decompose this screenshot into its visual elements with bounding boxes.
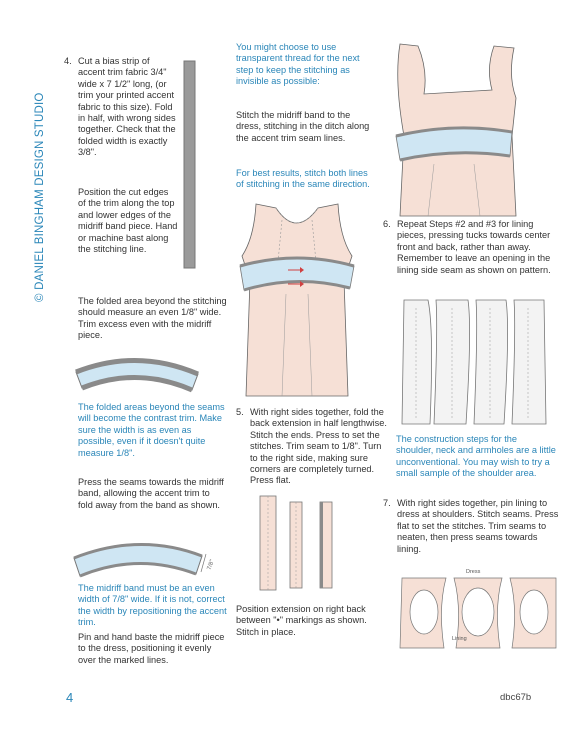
back-extension-illustration bbox=[256, 494, 346, 594]
step-4-text: Cut a bias strip of accent trim fabric 3/4" wide x 7 1/2" long, (or trim your printed accent fabric to this size). Fold in half, with wrong sides together. Check that the folded width is exactly 3/8". bbox=[78, 56, 176, 158]
blue-note-same-direction: For best results, stitch both lines of stitching in the same direction. bbox=[236, 168, 370, 190]
dress-back-illustration bbox=[388, 40, 518, 220]
step-6 bbox=[383, 219, 559, 276]
label-lining: Lining bbox=[452, 636, 467, 642]
press-seams-text: Press the seams towards the midriff band, allowing the accent trim to fold away from the band as shown. bbox=[78, 477, 224, 510]
sidebar-copyright-text: © DANIEL BINGHAM DESIGN STUDIO bbox=[34, 92, 46, 302]
position-extension-text: Position extension on right back between "•" markings as shown. Stitch in place. bbox=[236, 604, 367, 637]
step-7 bbox=[383, 498, 559, 555]
step-7-number: 7. bbox=[383, 498, 391, 508]
page-number: 4 bbox=[66, 690, 74, 705]
trim-strip-illustration bbox=[183, 60, 197, 270]
step-5-number: 5. bbox=[236, 407, 244, 417]
blue-note-thread: You might choose to use transparent thread for the next step to keep the stitching as invisible as possible: bbox=[236, 42, 360, 87]
folded-area-text: The folded area beyond the stitching should measure an even 1/8" wide. Trim excess even with the midriff piece. bbox=[78, 296, 227, 341]
band-width-label: 7/8" bbox=[206, 559, 216, 571]
step-6-number: 6. bbox=[383, 219, 391, 229]
stitch-midriff-text: Stitch the midriff band to the dress, stitching in the ditch along the accent trim seam lines. bbox=[236, 110, 370, 143]
blue-note-contrast-trim: The folded areas beyond the seams will become the contrast trim. Make sure the width is as even as possible, even if it doesn't quite measure 1/8". bbox=[78, 402, 225, 458]
dress-front-illustration bbox=[236, 198, 358, 398]
step-4-number: 4. bbox=[64, 56, 72, 66]
blue-note-sample: The construction steps for the shoulder, neck and armholes are a little unconventional. You may wish to try a small sample of the shoulder area. bbox=[396, 434, 556, 479]
step-5-text: With right sides together, fold the back extension in half lengthwise. Stitch the ends. Press to set the stitches. Trim seam to 1/8". Turn to the right side, making sure corners are completely turned. Press flat. bbox=[250, 407, 387, 486]
step-7-text: With right sides together, pin lining to dress at shoulders. Stitch seams. Press flat to set the stitches. Trim seams to neaten, then press seams towards lining. bbox=[397, 498, 559, 554]
position-trim-text: Position the cut edges of the trim along the top and lower edges of the midriff band piece. Hand or machine bast along the stitching line. bbox=[78, 187, 178, 255]
pin-baste-text: Pin and hand baste the midriff piece to the dress, positioning it evenly over the marked lines. bbox=[78, 632, 225, 665]
lining-pieces-illustration bbox=[398, 298, 548, 426]
sidebar-copyright bbox=[34, 52, 54, 302]
step-5 bbox=[236, 407, 388, 487]
document-code: dbc67b bbox=[500, 692, 532, 703]
blue-note-band-width: The midriff band must be an even width of 7/8" wide. If it is not, correct the width by repositioning the accent trim. bbox=[78, 583, 227, 628]
trim-band-illustration-1 bbox=[72, 350, 202, 398]
trim-band-illustration-2 bbox=[70, 532, 220, 584]
label-dress: Dress bbox=[466, 569, 481, 575]
shoulder-seam-illustration bbox=[398, 568, 558, 650]
step-6-text: Repeat Steps #2 and #3 for lining pieces, pressing tucks towards center front and back, rather than away. Remember to leave an opening in the lining side seam as shown on pattern. bbox=[397, 219, 551, 275]
